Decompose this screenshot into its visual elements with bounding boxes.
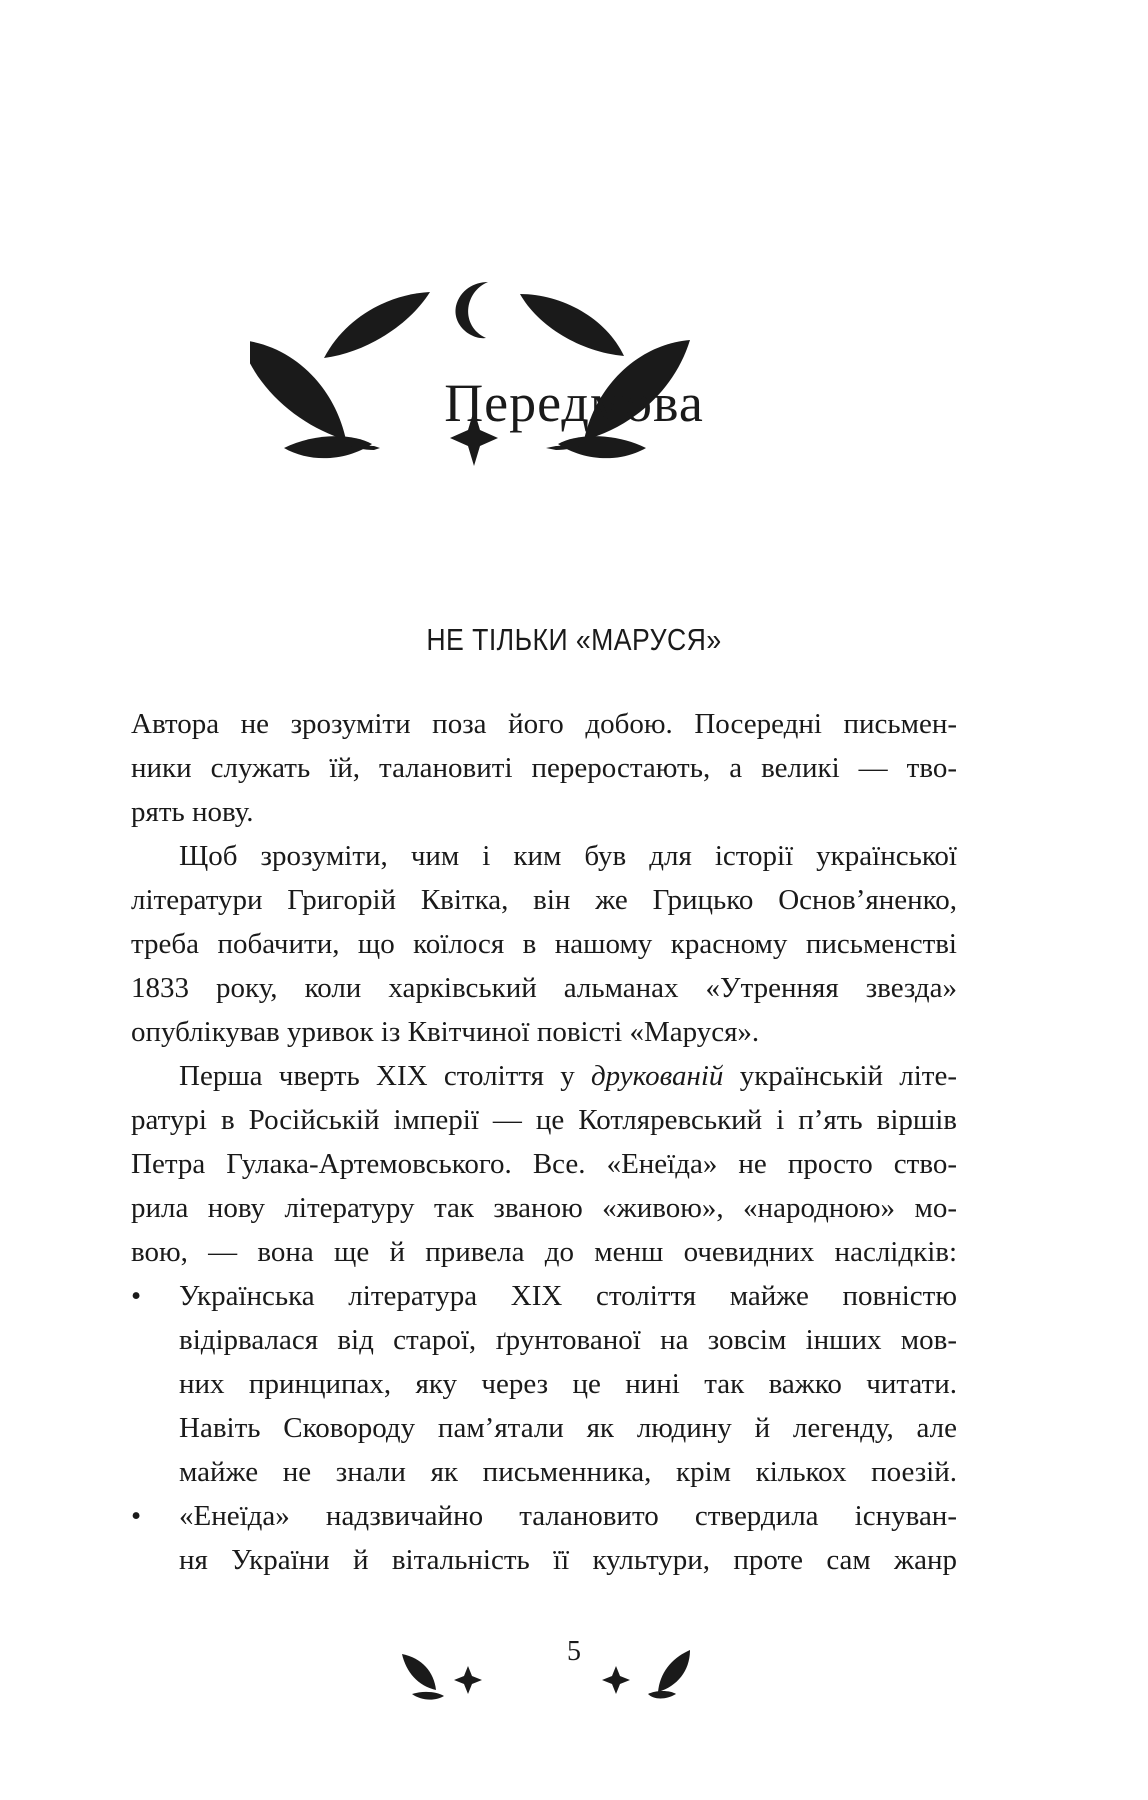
- bullet-marker: •: [131, 1280, 142, 1312]
- body-text: [131, 702, 957, 1582]
- text-line: Петра Гулака-Артемовського. Все. «Енеїда» не просто ство-: [131, 1148, 957, 1180]
- text-line: рила нову літературу так званою «живою», «народною» мо-: [131, 1192, 957, 1224]
- text-line: [131, 1054, 957, 1098]
- text-line: Навіть Сковороду пам’ятали як людину й легенду, але: [179, 1412, 957, 1444]
- chapter-title: Передмова: [444, 373, 704, 433]
- leaf-icon: [648, 1691, 676, 1699]
- text-span: «Енеїда» надзвичайно талановито ствердила існуван-: [179, 1500, 957, 1532]
- bullet-item: [131, 1274, 957, 1494]
- bullet-item: [131, 1494, 957, 1582]
- text-line: вою, — вона ще й привела до менш очевидних наслідків:: [131, 1236, 957, 1268]
- text-line: [131, 1274, 957, 1318]
- text-line: Автора не зрозуміти поза його добою. Посередні письмен-: [131, 708, 957, 740]
- leaf-icon: [520, 294, 624, 356]
- text-line: ратурі в Російській імперії — це Котляревський і п’ять віршів: [131, 1104, 957, 1136]
- text-span: українській літе-: [723, 1060, 957, 1092]
- four-point-star-icon: [602, 1666, 630, 1694]
- page-number: 5: [567, 1636, 581, 1667]
- text-line: майже не знали як письменника, крім кількох поезій.: [179, 1456, 957, 1488]
- bullet-marker: •: [131, 1500, 142, 1532]
- text-line: 1833 року, коли харківський альманах «Утренняя звезда»: [131, 972, 957, 1004]
- leaf-icon: [412, 1692, 444, 1700]
- text-span: Українська література ХІХ століття майже повністю: [179, 1280, 957, 1312]
- text-span: Перша чверть ХІХ століття у: [179, 1060, 591, 1092]
- emphasis-text: друкованій: [590, 1060, 724, 1092]
- text-line: [131, 1494, 957, 1538]
- text-line: ники служать їй, талановиті переростають, а великі — тво-: [131, 752, 957, 784]
- four-point-star-icon: [454, 1666, 482, 1694]
- text-line: Щоб зрозуміти, чим і ким був для історії української: [179, 840, 957, 872]
- crescent-moon-icon: [455, 282, 488, 338]
- text-line: них принципах, яку через це нині так важко читати.: [179, 1368, 957, 1400]
- text-line: опублікував уривок із Квітчиної повісті «Маруся».: [131, 1016, 760, 1048]
- text-line: ня України й вітальність її культури, проте сам жанр: [179, 1544, 957, 1576]
- text-line: літератури Григорій Квітка, він же Грицько Основ’яненко,: [131, 884, 957, 916]
- text-line: відірвалася від старої, ґрунтованої на зовсім інших мов-: [179, 1324, 957, 1356]
- leaf-icon: [324, 292, 430, 358]
- text-line: треба побачити, що коїлося в нашому красному письменстві: [131, 928, 957, 960]
- text-line: рять нову.: [131, 796, 254, 828]
- section-heading: НЕ ТІЛЬКИ «МАРУСЯ»: [426, 622, 722, 657]
